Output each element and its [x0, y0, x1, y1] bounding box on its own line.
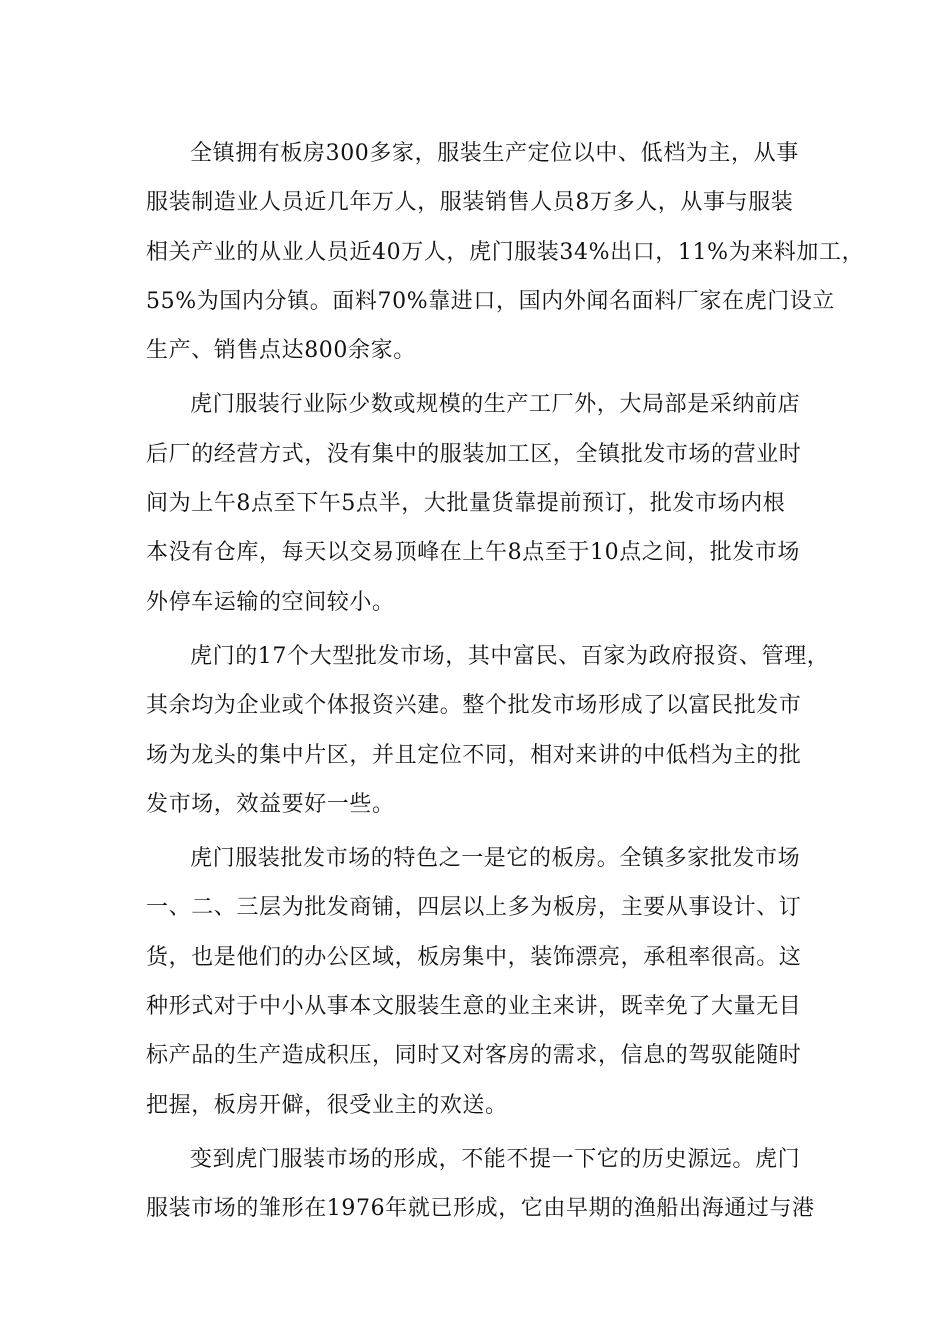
text-line: 其余均为企业或个体报资兴建。整个批发市场形成了以富民批发市 [146, 693, 802, 719]
text-line: 间为上午8点至下午5点半，大批量货靠提前预订，批发市场内根 [146, 491, 786, 517]
text-line: 外停车运输的空间较小。 [146, 589, 395, 615]
text-line: 货，也是他们的办公区域，板房集中，装饰漂亮，承租率很高。这 [146, 944, 802, 970]
text-line: 变到虎门服装市场的形成，不能不提一下它的历史源远。虎门 [190, 1146, 801, 1172]
text-line: 场为龙头的集中片区，并且定位不同，相对来讲的中低档为主的批 [146, 742, 802, 768]
text-line: 全镇拥有板房300多家，服装生产定位以中、低档为主，从事 [190, 141, 799, 166]
text-line: 种形式对于中小从事本文服装生意的业主来讲，既幸免了大量无目 [146, 994, 802, 1020]
paragraph-2 [146, 380, 826, 626]
text-line: 把握，板房开僻，很受业主的欢送。 [146, 1092, 508, 1118]
text-line: 发市场，效益要好一些。 [146, 791, 395, 817]
text-line: 生产、销售点达800余家。 [146, 338, 416, 364]
text-line: 后厂的经营方式，没有集中的服装加工区，全镇批发市场的营业时 [146, 441, 802, 467]
text-line: 虎门服装行业际少数或规模的生产工厂外，大局部是采纳前店 [190, 392, 801, 418]
text-line: 相关产业的从业人员近40万人，虎门服装34%出口，11%为来料加工， [146, 239, 865, 265]
paragraph-4 [146, 834, 826, 1130]
text-line: 标产品的生产造成积压，同时又对客房的需求，信息的驾驭能随时 [146, 1043, 802, 1069]
text-line: 本没有仓库，每天以交易顶峰在上午8点至于10点之间，批发市场 [146, 540, 800, 566]
paragraph-1 [146, 129, 865, 375]
paragraph-3 [146, 632, 830, 829]
text-line: 一、二、三层为批发商铺，四层以上多为板房，主要从事设计、订 [146, 895, 802, 921]
paragraph-5 [146, 1135, 826, 1234]
text-line: 服装市场的雏形在1976年就已形成，它由早期的渔船出海通过与港 [146, 1196, 815, 1222]
text-line: 虎门的17个大型批发市场，其中富民、百家为政府报资、管理， [190, 643, 830, 669]
text-line: 服装制造业人员近几年万人，服装销售人员8万多人，从事与服装 [146, 190, 794, 216]
text-line: 虎门服装批发市场的特色之一是它的板房。全镇多家批发市场 [190, 846, 801, 872]
text-line: 55%为国内分镇。面料70%靠进口，国内外闻名面料厂家在虎门设立 [146, 288, 835, 314]
document-body [146, 129, 865, 1239]
